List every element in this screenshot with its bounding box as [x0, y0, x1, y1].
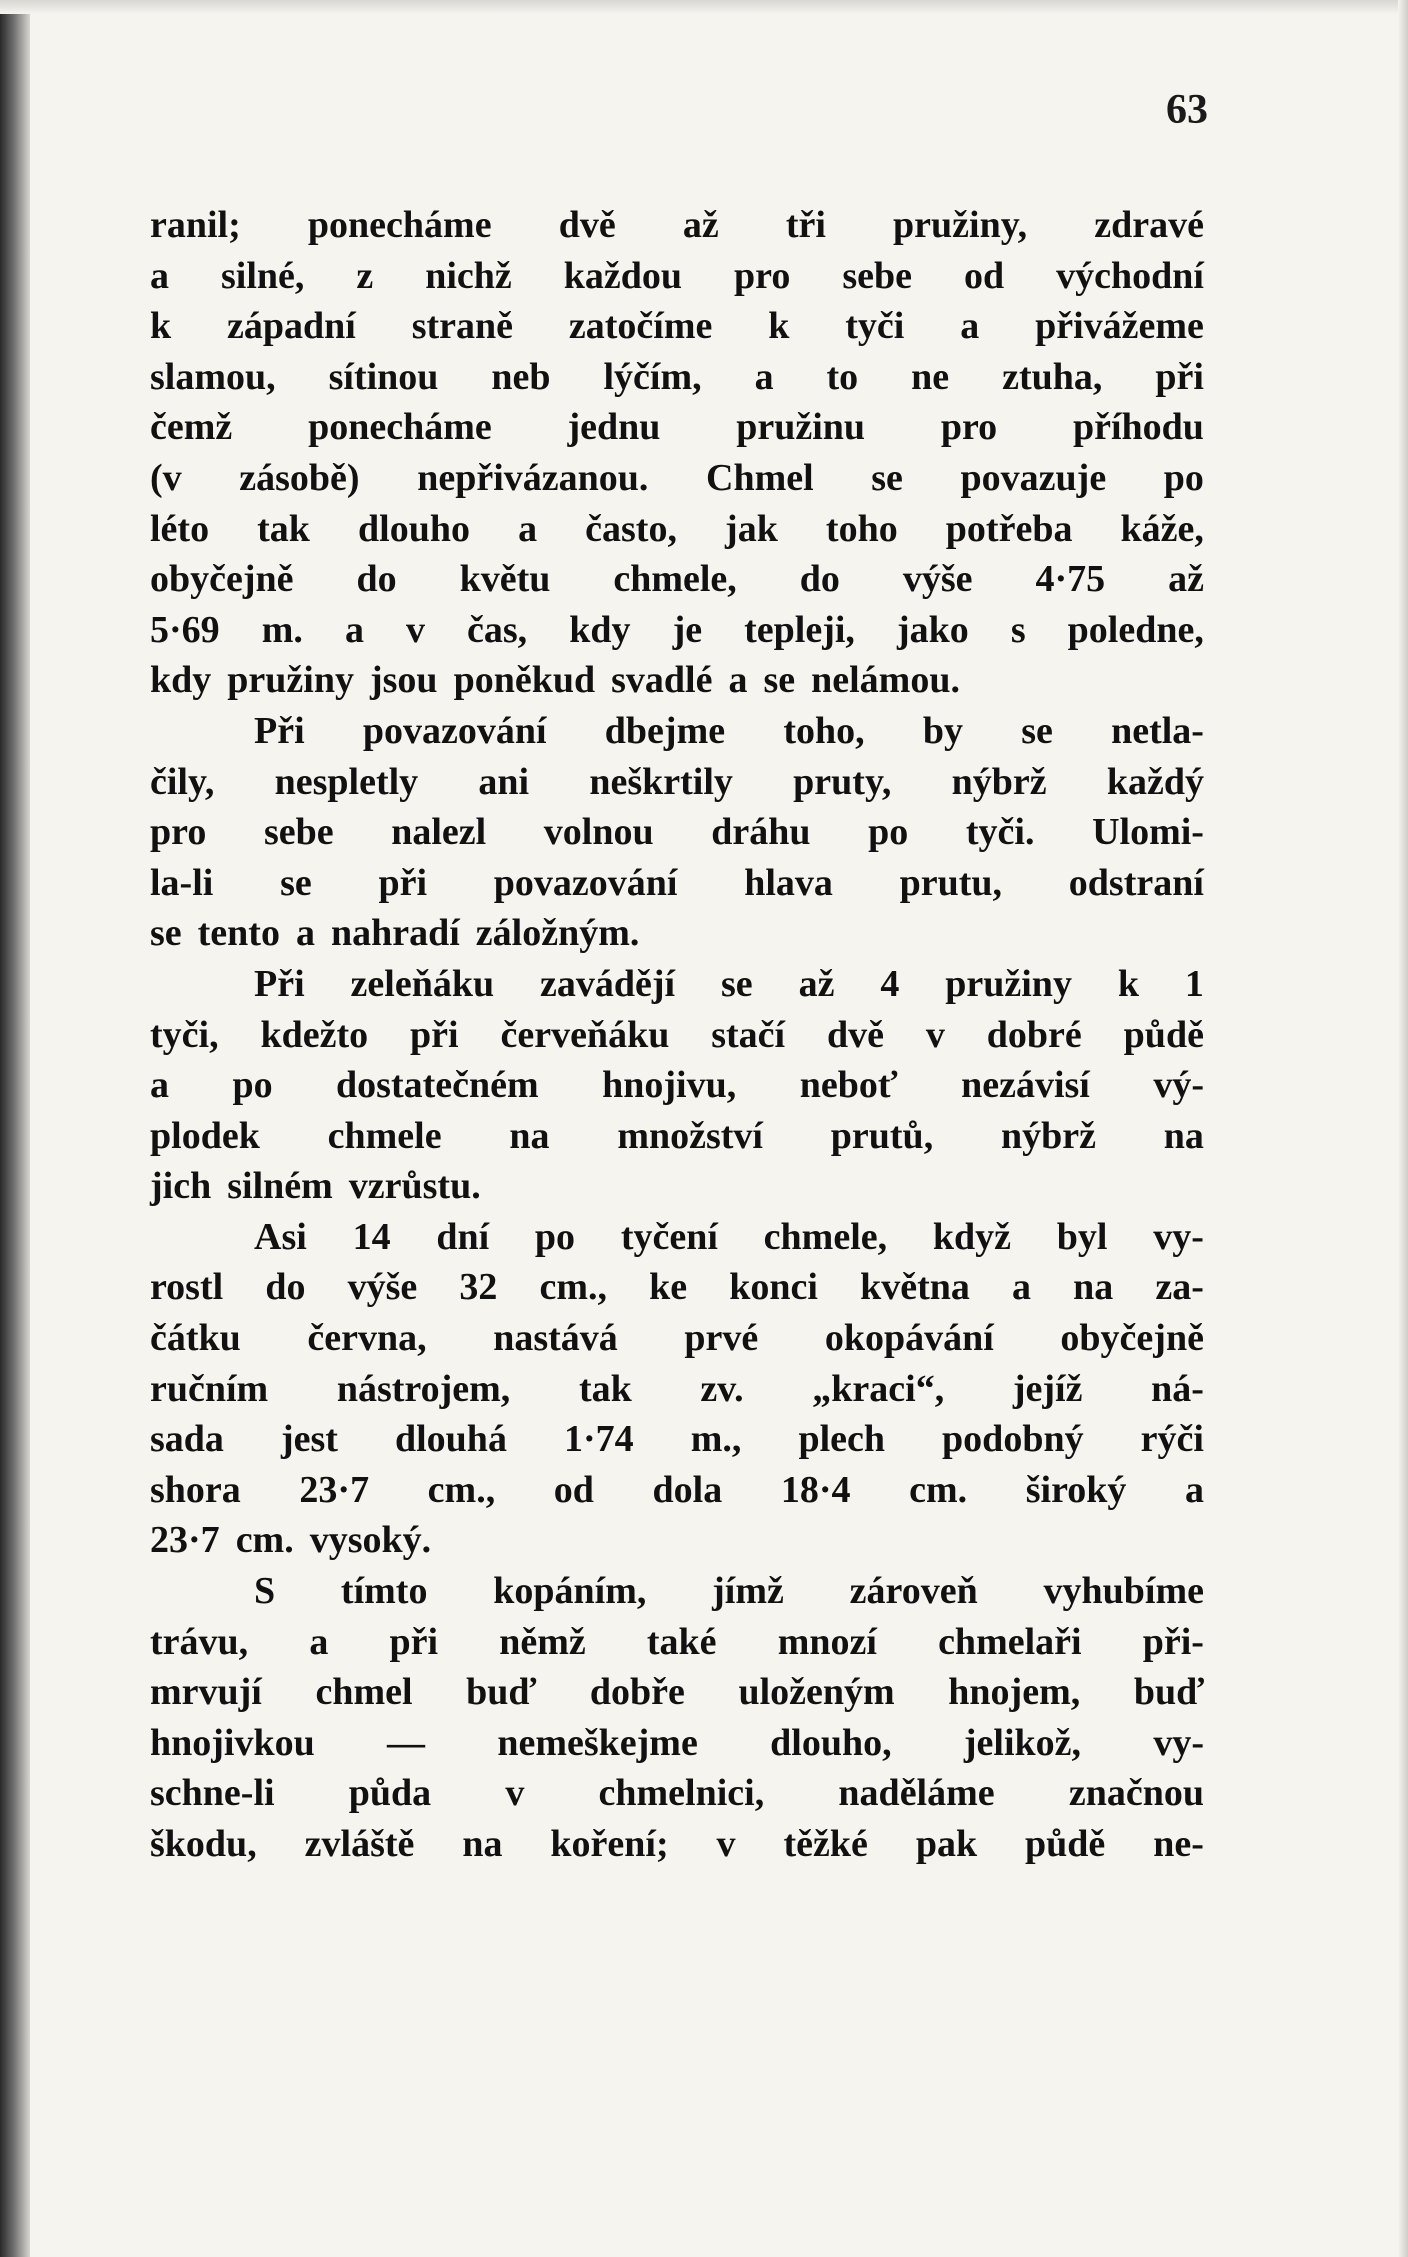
paragraph: [150, 1212, 1204, 1566]
text-line: plodek chmele na množství prutů, nýbrž na: [150, 1114, 1204, 1157]
page-binding-edge: [0, 0, 30, 2257]
text-line: (v zásobě) nepřivázanou. Chmel se povazuje po: [150, 456, 1204, 499]
text-line: čátku června, nastává prvé okopávání obyčejně: [150, 1317, 1204, 1360]
text-line: sada jest dlouhá 1·74 m., plech podobný rýči: [150, 1418, 1204, 1461]
text-line: léto tak dlouho a často, jak toho potřeba káže,: [150, 507, 1204, 550]
text-line: čily, nespletly ani neškrtily pruty, nýbrž každý: [150, 760, 1204, 803]
page-top-edge: [0, 0, 1408, 14]
text-line: Asi 14 dní po tyčení chmele, když byl vy-: [254, 1215, 1204, 1258]
text-line: obyčejně do květu chmele, do výše 4·75 až: [150, 558, 1204, 601]
text-line: hnojivkou — nemeškejme dlouho, jelikož, vy-: [150, 1721, 1204, 1764]
page-right-edge: [1398, 0, 1408, 2257]
text-line: a silné, z nichž každou pro sebe od východní: [150, 254, 1204, 297]
page-number: 63: [1166, 87, 1208, 133]
text-line: jich silném vzrůstu.: [150, 1165, 481, 1208]
text-line: škodu, zvláště na koření; v těžké pak půdě ne-: [150, 1823, 1204, 1865]
text-line: 23·7 cm. vysoký.: [150, 1519, 432, 1562]
text-line: Při zeleňáku zavádějí se až 4 pružiny k 1: [254, 962, 1204, 1005]
paragraph: [150, 959, 1204, 1212]
text-line: 5·69 m. a v čas, kdy je tepleji, jako s poledne,: [150, 608, 1204, 651]
text-line: kdy pružiny jsou poněkud svadlé a se nelámou.: [150, 659, 960, 702]
text-line: shora 23·7 cm., od dola 18·4 cm. široký a: [150, 1468, 1204, 1511]
text-line: ručním nástrojem, tak zv. „kraci“, jejíž ná-: [150, 1367, 1204, 1410]
text-line: rostl do výše 32 cm., ke konci května a na za-: [150, 1266, 1204, 1309]
text-line: mrvují chmel buď dobře uloženým hnojem, buď: [150, 1671, 1204, 1714]
paragraph: [150, 706, 1204, 959]
paragraph: [150, 1566, 1204, 1870]
text-line: čemž ponecháme jednu pružinu pro příhodu: [150, 406, 1204, 449]
text-line: slamou, sítinou neb lýčím, a to ne ztuha, při: [150, 355, 1204, 398]
text-line: trávu, a při němž také mnozí chmelaři při-: [150, 1620, 1204, 1663]
text-line: tyči, kdežto při červeňáku stačí dvě v dobré půdě: [150, 1013, 1204, 1056]
text-line: Při povazování dbejme toho, by se netla-: [254, 709, 1204, 752]
text-line: k západní straně zatočíme k tyči a přivážeme: [150, 305, 1204, 348]
text-line: S tímto kopáním, jímž zároveň vyhubíme: [254, 1570, 1204, 1613]
text-line: ranil; ponecháme dvě až tři pružiny, zdravé: [150, 204, 1204, 246]
body-text: [150, 200, 1204, 1870]
text-line: la-li se při povazování hlava prutu, odstraní: [150, 861, 1204, 904]
text-line: se tento a nahradí záložným.: [150, 912, 640, 955]
text-line: pro sebe nalezl volnou dráhu po tyči. Ulomi-: [150, 811, 1204, 854]
text-line: schne-li půda v chmelnici, naděláme značnou: [150, 1772, 1204, 1815]
text-line: a po dostatečném hnojivu, neboť nezávisí vý-: [150, 1064, 1204, 1107]
paragraph: [150, 200, 1204, 706]
